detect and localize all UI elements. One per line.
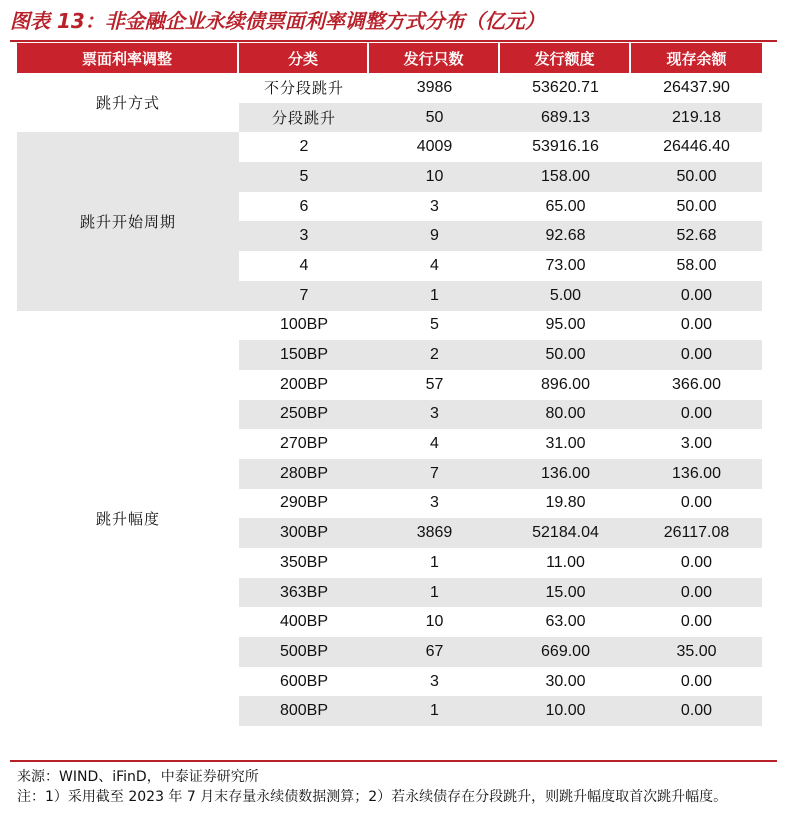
cell-issued: 80.00	[500, 400, 631, 430]
cell-category: 不分段跳升	[263, 79, 344, 98]
cell-issued: 136.00	[500, 459, 631, 489]
source-line: 来源：WIND、iFinD，中泰证券研究所	[17, 769, 259, 785]
cell-outstanding: 3.00	[680, 435, 713, 453]
group-label-step-size: 跳升幅度	[17, 311, 239, 727]
cell-outstanding: 0.00	[680, 316, 713, 334]
cell-count: 1	[430, 553, 439, 571]
bottom-rule	[10, 760, 777, 762]
cell-category: 300BP	[239, 518, 369, 548]
cell-count: 1	[369, 578, 500, 608]
cell-category: 600BP	[279, 672, 329, 690]
cell-outstanding: 0.00	[631, 696, 762, 726]
figure-title: 图表 13：非金融企业永续债票面利率调整方式分布（亿元）	[10, 9, 545, 33]
cell-category: 250BP	[239, 400, 369, 430]
table-row	[17, 311, 762, 341]
cell-outstanding: 0.00	[631, 400, 762, 430]
cell-category: 800BP	[239, 696, 369, 726]
header-issued: 发行额度	[500, 43, 631, 73]
cell-outstanding: 35.00	[631, 637, 762, 667]
group-label-step-method: 跳升方式	[17, 73, 239, 132]
cell-outstanding: 26446.40	[663, 138, 730, 156]
cell-issued: 669.00	[500, 637, 631, 667]
cell-category: 分段跳升	[239, 103, 369, 133]
cell-category: 3	[239, 221, 369, 251]
header-count: 发行只数	[369, 43, 500, 73]
cell-issued: 65.00	[545, 197, 586, 215]
table-row	[17, 73, 762, 103]
cell-outstanding: 58.00	[676, 256, 717, 274]
cell-outstanding: 0.00	[680, 613, 713, 631]
cell-count: 3986	[416, 78, 453, 96]
cell-outstanding: 0.00	[680, 494, 713, 512]
cell-issued: 19.80	[545, 494, 586, 512]
cell-count: 4009	[416, 138, 453, 156]
cell-outstanding: 219.18	[631, 103, 762, 133]
cell-outstanding: 0.00	[631, 578, 762, 608]
cell-count: 5	[430, 316, 439, 334]
cell-issued: 52184.04	[500, 518, 631, 548]
cell-count: 3	[369, 400, 500, 430]
cell-count: 10	[425, 613, 444, 631]
cell-issued: 53916.16	[532, 138, 599, 156]
cell-category: 5	[239, 162, 369, 192]
header-adjustment: 票面利率调整	[17, 43, 239, 73]
cell-category: 6	[299, 197, 309, 215]
cell-count: 57	[425, 375, 444, 393]
cell-category: 7	[239, 281, 369, 311]
cell-issued: 95.00	[545, 316, 586, 334]
cell-count: 3	[430, 494, 439, 512]
cell-outstanding: 26117.08	[631, 518, 762, 548]
cell-category: 350BP	[279, 553, 329, 571]
cell-count: 3869	[369, 518, 500, 548]
group-label-step-start-period: 跳升开始周期	[17, 132, 239, 310]
cell-issued: 73.00	[545, 256, 586, 274]
cell-category: 363BP	[239, 578, 369, 608]
cell-outstanding: 26437.90	[663, 78, 730, 96]
cell-count: 7	[369, 459, 500, 489]
cell-issued: 92.68	[500, 221, 631, 251]
cell-outstanding: 50.00	[676, 197, 717, 215]
title-rule	[10, 40, 777, 42]
cell-issued: 30.00	[545, 672, 586, 690]
cell-issued: 50.00	[500, 340, 631, 370]
coupon-adjustment-table	[17, 43, 762, 726]
cell-count: 4	[430, 435, 439, 453]
cell-count: 9	[369, 221, 500, 251]
cell-count: 67	[369, 637, 500, 667]
cell-count: 50	[369, 103, 500, 133]
cell-issued: 53620.71	[532, 78, 599, 96]
cell-issued: 896.00	[541, 375, 590, 393]
cell-category: 270BP	[279, 435, 329, 453]
header-category: 分类	[239, 43, 369, 73]
cell-count: 1	[369, 696, 500, 726]
cell-count: 2	[369, 340, 500, 370]
cell-category: 290BP	[279, 494, 329, 512]
cell-outstanding: 366.00	[672, 375, 721, 393]
cell-category: 500BP	[239, 637, 369, 667]
cell-count: 10	[369, 162, 500, 192]
cell-category: 280BP	[239, 459, 369, 489]
cell-outstanding: 0.00	[631, 340, 762, 370]
cell-outstanding: 0.00	[680, 553, 713, 571]
cell-outstanding: 136.00	[631, 459, 762, 489]
cell-category: 4	[299, 256, 309, 274]
cell-count: 4	[430, 256, 439, 274]
cell-category: 200BP	[279, 375, 329, 393]
cell-issued: 31.00	[545, 435, 586, 453]
table-row	[17, 132, 762, 162]
cell-category: 100BP	[279, 316, 329, 334]
table-header-row	[17, 43, 762, 73]
cell-issued: 10.00	[500, 696, 631, 726]
cell-count: 3	[430, 672, 439, 690]
cell-category: 400BP	[279, 613, 329, 631]
cell-issued: 689.13	[500, 103, 631, 133]
header-outstanding: 现存余额	[631, 43, 762, 73]
cell-category: 150BP	[239, 340, 369, 370]
cell-issued: 158.00	[500, 162, 631, 192]
cell-issued: 5.00	[500, 281, 631, 311]
cell-issued: 11.00	[546, 553, 585, 571]
cell-issued: 63.00	[545, 613, 586, 631]
cell-outstanding: 50.00	[631, 162, 762, 192]
cell-outstanding: 0.00	[680, 672, 713, 690]
cell-count: 3	[430, 197, 439, 215]
cell-count: 1	[369, 281, 500, 311]
cell-issued: 15.00	[500, 578, 631, 608]
footnote: 注：1）采用截至 2023 年 7 月末存量永续债数据测算；2）若永续债存在分段跳升，则跳升幅度取首次跳升幅度。	[17, 789, 728, 805]
cell-category: 2	[299, 138, 309, 156]
cell-outstanding: 52.68	[631, 221, 762, 251]
cell-outstanding: 0.00	[631, 281, 762, 311]
